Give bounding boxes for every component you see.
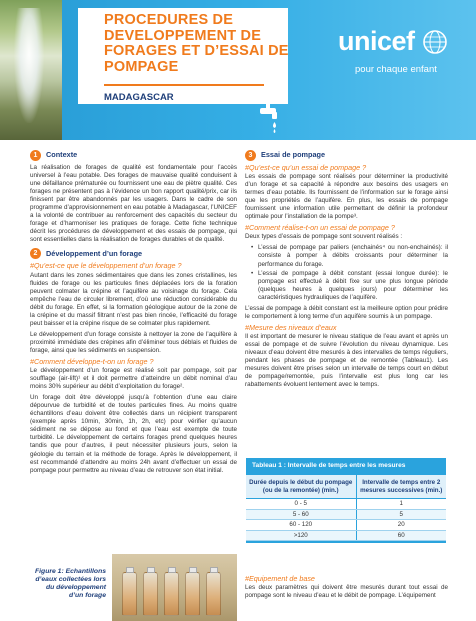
table-cell: 60	[356, 530, 446, 541]
sample-bottle-icon	[185, 572, 200, 616]
table-cell: 5 - 60	[246, 509, 356, 520]
logo-wordmark: unicef	[338, 26, 415, 56]
section-heading	[30, 150, 237, 161]
unicef-logo	[338, 26, 468, 60]
sample-bottle-icon	[164, 572, 179, 616]
list-item: • L’essai de pompage à débit constant (essai longue durée): le pompage est effectué à débit fixe sur une plus longue période (quelques heures à quelques jours) pour déterminer les caractéristiques hydrauliques de l’aquifère.	[253, 270, 448, 302]
figure	[30, 554, 237, 621]
title-line: DEVELOPPEMENT DE	[104, 27, 262, 44]
subsection-heading: #Equipement de base	[245, 574, 315, 583]
water-samples-photo	[112, 554, 237, 621]
section-title: Développement d’un forage	[46, 248, 143, 258]
water-tap-icon	[258, 104, 282, 134]
paragraph: Le développement d’un forage consiste à nettoyer la zone de l’aquifère à proximité immédiate des crépines afin d’éliminer tous déblais et fluides de forage, ainsi que les sédiments en suspension.	[30, 330, 237, 354]
page-title	[104, 13, 294, 75]
section-number-badge: 1	[30, 150, 41, 161]
section-title: Contexte	[46, 150, 78, 160]
table-bottom-rule	[246, 541, 446, 543]
bullet-list	[253, 244, 448, 301]
subsection-heading: #Qu’est-ce qu’un essai de pompage ?	[245, 163, 367, 172]
header-photo	[0, 0, 62, 140]
table-cell: >120	[246, 530, 356, 541]
section-heading	[30, 248, 237, 259]
table-row	[246, 530, 446, 541]
title-line: POMPAGE	[104, 58, 179, 75]
table-title: Tableau 1 : Intervalle de temps entre les mesures	[246, 458, 446, 475]
logo-tagline: pour chaque enfant	[355, 64, 437, 75]
country-label: MADAGASCAR	[104, 92, 174, 103]
paragraph: Les essais de pompage sont réalisés pour déterminer la productivité d’un forage et sa capacité à répondre aux besoins des usagers en termes d’eau potable. Ils fournissent de l’information sur le forage ainsi que les propriétés de l’aquifère. En plus, les essais de pompage fournissent une information utile permettant de définir la profondeur optimale pour l’installation de la pompe³.	[245, 173, 448, 221]
table-row	[246, 509, 446, 520]
paragraph: Il est important de mesurer le niveau statique de l’eau avant et après un essai de pompage et de suivre l’évolution du niveau dynamique. Les niveaux d’eau doivent être mesurés à des intervalles de temps réguliers, pendant les phases de pompage et de remontée (Tableau1). Les mesures doivent être prises selon un intervalle de temps court en début de pompage/remontée, puis l’intervalle est plus long car les rabattements évoluent lentement avec le temps.	[245, 332, 448, 389]
sample-bottle-icon	[143, 572, 158, 616]
paragraph: Le développement d’un forage est réalisé soit par pompage, soit par soufflage (air-lift)¹ et il doit permettre d’atteindre un débit nominal d’au moins 30% supérieur au débit d’exploitation du forage².	[30, 367, 237, 391]
table-row	[246, 499, 446, 510]
section-number-badge: 3	[245, 150, 256, 161]
table-cell: 20	[356, 520, 446, 531]
section-title: Essai de pompage	[261, 150, 326, 160]
sample-bottle-icon	[206, 572, 221, 616]
title-divider	[104, 84, 264, 86]
right-column	[245, 150, 448, 392]
right-column-tail	[245, 572, 448, 603]
table-cell: 1	[356, 499, 446, 510]
section-heading	[245, 150, 448, 161]
interval-table	[246, 458, 446, 543]
column-header: Durée depuis le début du pompage (ou de la remontée) (min.)	[246, 475, 356, 499]
title-line: PROCEDURES DE	[104, 12, 234, 28]
paragraph: La réalisation de forages de qualité est fondamentale pour l’accès universel à l’eau potable. Des forages de mauvaise qualité conduisent à une défaillance prématurée ou fournissent une eau de piètre qualité. Ces forages ne présentent pas à l’évidence un bon rapport qualité/prix, car ils finissent par être abandonnés par les usagers. Dans le cadre de son programme d’approvisionnement en eau potable à Madagascar, l’UNICEF a la volonté de contribuer au renforcement des capacités du secteur du forage et d’harmoniser les pratiques de forage. Cette fiche technique décrit les procédures de développement et des essais de pompage, qui sont essentielles dans la réalisation de forages durables et de qualité.	[30, 164, 237, 244]
subsection-heading: #Comment développe-t-on un forage ?	[30, 356, 154, 366]
content-area	[0, 140, 476, 621]
paragraph: Autant dans les zones sédimentaires que dans les zones cristallines, les fluides de forage ou les particules fines déplacées lors de la foration peuvent colmater la crépine et l’aquifère au voisinage du forage. Cela empêche l’eau de circuler librement, d’où une réduction considérable du débit du forage. En effet, si la formation géologique autour de la zone de la crépine et du massif filtrant n’est pas bien rincée, l’efficacité du forage peut baisser et la crépine risque de se colmater plus rapidement.	[30, 271, 237, 327]
left-column	[30, 150, 237, 478]
list-item: • L’essai de pompage par paliers (enchainés⁴ ou non-enchainés): il consiste à pomper à débits croissants pour déterminer la performance du forage.	[253, 244, 448, 268]
header-banner	[0, 0, 476, 140]
paragraph: Les deux paramètres qui doivent être mesurés durant tout essai de pompage sont le niveau d’eau et le débit de pompage. L’équipement	[245, 584, 448, 600]
unicef-emblem-icon	[422, 29, 448, 60]
paragraph: Un forage doit être développé jusqu’à l’obtention d’une eau claire dépourvue de turbidité et de toutes particules fines. Au moins quatre échantillons d’eau doivent être collectés dans un récipient transparent (exemple après 10min, 30min, 1h, 2h, etc) pour vérifier qu’aucun sédiment ne se dépose au fond et que l’eau est exempte de toute turbidité. Le développement de certains forages prend quelques heures tandis que pour d’autres, il peut nécessiter plusieurs jours, selon la géologie du terrain et la méthode de forage. Après le développement, il est recommandé d’attendre au moins 24h avant d’effectuer un essai de pompage pour permettre au niveau d’eau de retrouver son état initial.	[30, 394, 237, 474]
section-number-badge: 2	[30, 248, 41, 259]
table-cell: 5	[356, 509, 446, 520]
data-table	[246, 475, 446, 541]
subsection-heading: #Qu’est-ce que le développement d’un forage ?	[30, 261, 182, 271]
subsection-heading: #Comment réalise-t-on un essai de pompage ?	[245, 223, 395, 233]
paragraph: L’essai de pompage à débit constant est la meilleure option pour prédire le comportement à long terme d’un aquifère soumis à un pompage.	[245, 304, 448, 320]
sample-bottle-icon	[122, 572, 137, 616]
column-header: Intervalle de temps entre 2 mesures successives (min.)	[356, 475, 446, 499]
table-row	[246, 520, 446, 531]
table-cell: 60 - 120	[246, 520, 356, 531]
paragraph: Deux types d’essais de pompage sont souvent réalisés :	[245, 233, 403, 241]
figure-caption: Figure 1: Echantillons d’eaux collectées lors du développement d’un forage	[35, 568, 106, 599]
subsection-heading: #Mesure des niveaux d’eaux	[245, 322, 337, 332]
title-line: FORAGES ET D’ESSAI DE	[104, 43, 289, 59]
table-cell: 0 - 5	[246, 499, 356, 510]
table-header-row	[246, 475, 446, 499]
